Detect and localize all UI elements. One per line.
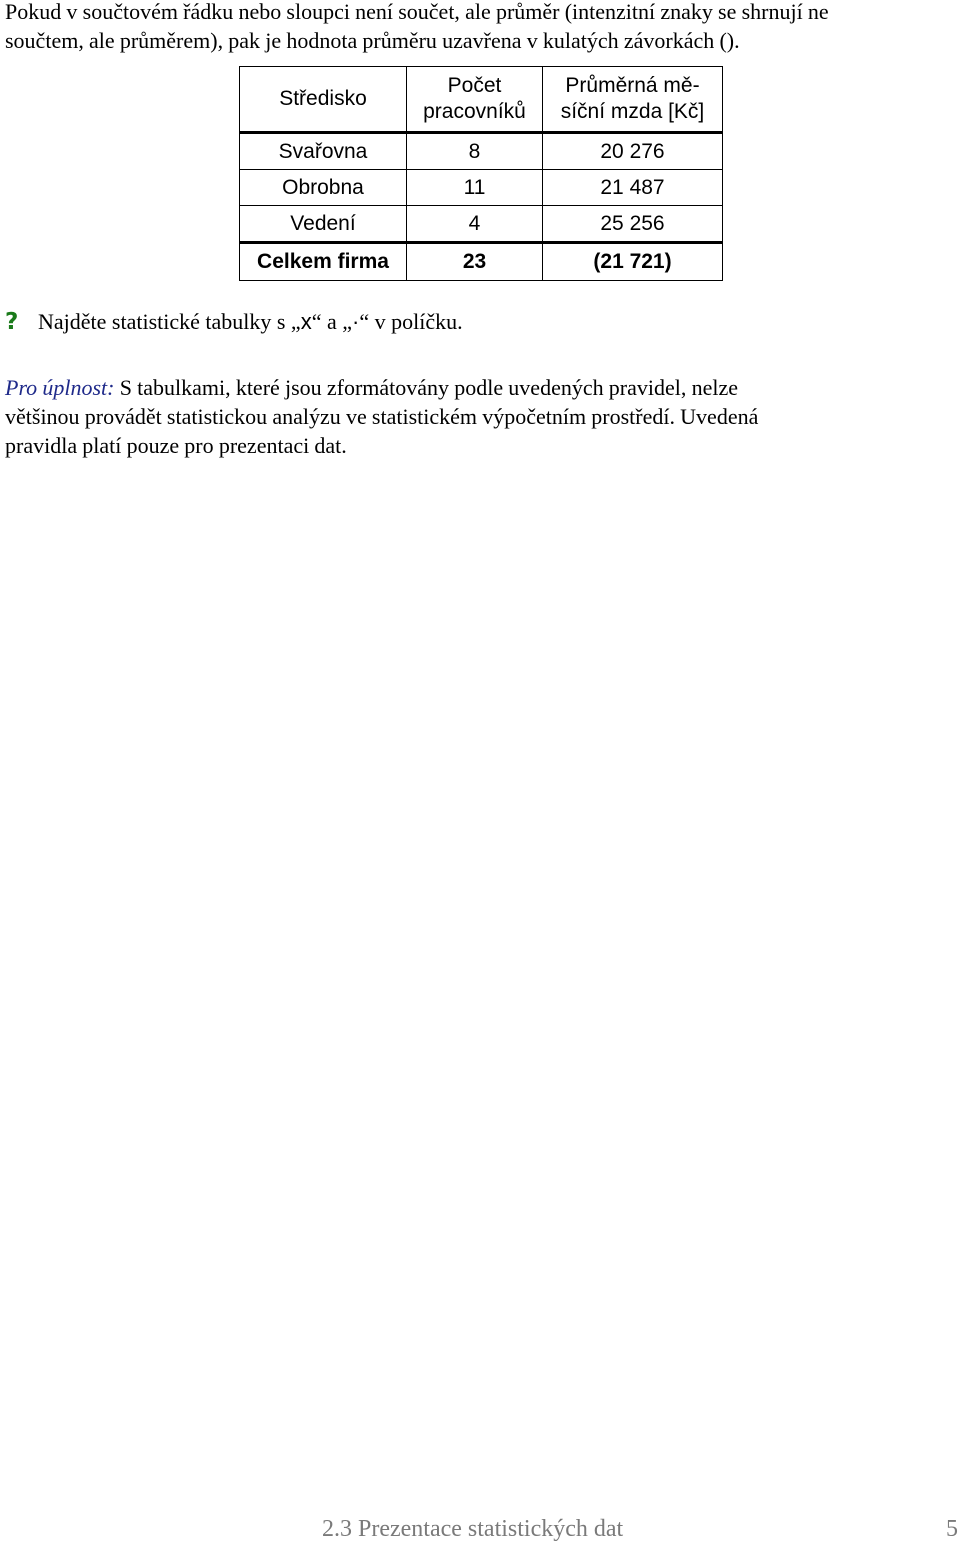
note-line-3: pravidla platí pouze pro prezentaci dat. <box>5 433 347 458</box>
note-paragraph <box>5 373 960 460</box>
table-row <box>240 133 723 170</box>
task-symbol-x: x <box>300 309 312 334</box>
row-label: Vedení <box>240 206 407 243</box>
note-line-1: S tabulkami, které jsou zformátovány podle uvedených pravidel, nelze <box>114 375 738 400</box>
total-label: Celkem firma <box>240 243 407 281</box>
row-count: 11 <box>407 170 543 206</box>
header-cell-mzda: Průměrná mě- síční mzda [Kč] <box>543 67 723 133</box>
row-count: 8 <box>407 133 543 170</box>
task-symbol-dot: · <box>352 309 360 334</box>
row-count: 4 <box>407 206 543 243</box>
row-label: Svařovna <box>240 133 407 170</box>
note-line-2: většinou provádět statistickou analýzu ve statistickém výpočetním prostředí. Uvedená <box>5 404 759 429</box>
footer-page-number: 5 <box>946 1516 958 1542</box>
intro-line-2: součtem, ale průměrem), pak je hodnota průměru uzavřena v kulatých závorkách (). <box>5 28 740 53</box>
table-header-row <box>240 67 723 133</box>
table-total-row <box>240 243 723 281</box>
total-wage: (21 721) <box>543 243 723 281</box>
task-prompt <box>5 307 463 337</box>
footer-chapter-title: 2.3 Prezentace statistických dat <box>322 1516 624 1542</box>
task-text-post: “ v políčku. <box>359 309 463 334</box>
statistics-table <box>239 66 723 281</box>
intro-line-1: Pokud v součtovém řádku nebo sloupci není součet, ale průměr (intenzitní znaky se shrnují ne <box>5 0 829 24</box>
note-lead: Pro úplnost: <box>5 375 115 400</box>
row-wage: 25 256 <box>543 206 723 243</box>
table-row <box>240 170 723 206</box>
header-cell-stredisko: Středisko <box>240 67 407 133</box>
total-count: 23 <box>407 243 543 281</box>
task-text-pre: Najděte statistické tabulky s „ <box>38 309 301 334</box>
question-icon: ? <box>5 309 19 335</box>
task-text-mid: “ a „ <box>311 309 352 334</box>
row-wage: 21 487 <box>543 170 723 206</box>
table-row <box>240 206 723 243</box>
row-wage: 20 276 <box>543 133 723 170</box>
intro-paragraph <box>5 0 960 55</box>
row-label: Obrobna <box>240 170 407 206</box>
header-cell-pocet: Počet pracovníků <box>407 67 543 133</box>
